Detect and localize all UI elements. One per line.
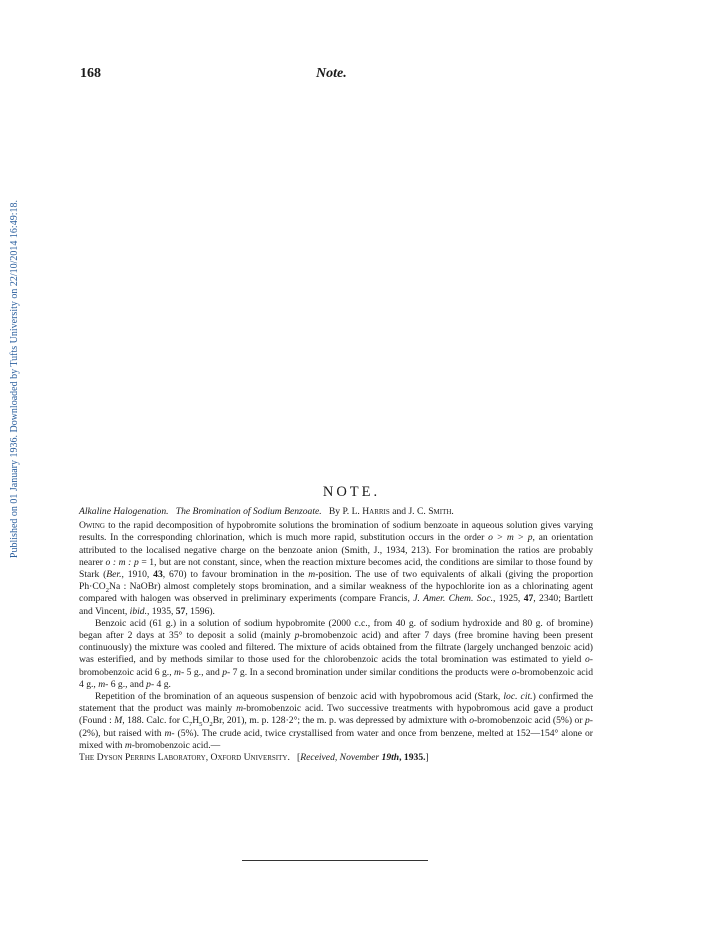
byline-by: By (328, 506, 341, 517)
p2-p1: p (222, 666, 228, 678)
p2-m1: m (174, 666, 181, 678)
byline-and: and (392, 506, 407, 517)
article-topic: Alkaline Halogenation. (79, 506, 169, 517)
p1-text-k: , 1596). (185, 605, 215, 617)
article-body (79, 506, 593, 764)
p2-p2: p (146, 678, 151, 690)
article-title: The Bromination of Sodium Benzoate. (175, 506, 322, 517)
received-label: Received, (300, 752, 338, 764)
author1-surname: Harris (362, 506, 390, 517)
p1-lead: Owing (79, 520, 105, 532)
p3-text-e: H (192, 715, 200, 727)
running-title: Note. (316, 66, 347, 81)
p1-text-d: , 1910, (121, 569, 154, 581)
p3-text-g: Br, 201), m. p. 128·2°; the m. p. was depressed by admixture with (212, 715, 470, 727)
p3-text-b: ) confirmed the statement that the product was mainly (79, 691, 594, 715)
affiliation: The Dyson Perrins Laboratory, Oxford University. (79, 752, 290, 764)
p1-order1: o > m > p (488, 532, 533, 544)
p3-s2: 2 (209, 721, 213, 729)
p3-m3: m (124, 739, 132, 751)
p3-M: M (114, 715, 123, 727)
p3-text-a: Repetition of the bromination of an aqueous suspension of benzoic acid with hypobromous acid (Stark, (95, 691, 504, 703)
author2-surname: Smith. (428, 506, 454, 517)
p1-text-f: -position. The use of two equivalents of alkali (giving the proportion Ph·CO (79, 569, 593, 593)
p1-m: m (308, 569, 316, 581)
p1-ibid: ibid. (129, 605, 147, 617)
affiliation-line: The Dyson Perrins Laboratory, Oxford University. [Received, November 19th, 1935.] (79, 752, 429, 764)
p3-m2: m (164, 727, 172, 739)
p2-o2: o (511, 666, 517, 678)
author2-initials: J. C. (408, 506, 426, 517)
p1-text-e: , 670) to favour bromination in the (162, 569, 309, 581)
p1-ber: Ber. (106, 569, 122, 581)
p3-text-c: -bromobenzoic acid. Two successive treatments with hypobromous acid gave a product (Found : (79, 703, 593, 727)
p1-order2: o : m : p (105, 556, 139, 568)
download-stamp-text: Published on 01 January 1936. Downloaded by Tufts University on 22/10/2014 16:49:18. (9, 200, 20, 559)
p1-jacs: J. Amer. Chem. Soc. (413, 593, 493, 605)
paragraph-3 (79, 691, 593, 752)
p3-text-j: - (5%). The crude acid, twice crystallised from water and once from benzene, melted at 152—154° alone or mixed with (79, 727, 593, 751)
p1-text-b: , an orientation attributed to the localised negative charge on the benzoate anion (Smith, J., 1934, 213). For bromination the ratios are probably nearer (79, 532, 593, 568)
p2-text-e: - 7 g. In a second bromination under similar conditions the products were (227, 666, 512, 678)
p1-text-h: , 1925, (492, 593, 524, 605)
received-year: , 1935. (399, 752, 426, 764)
page-number: 168 (80, 66, 101, 81)
p1-text-i: , 2340; Bartlett and Vincent, (79, 593, 594, 617)
p3-o: o (469, 715, 474, 727)
download-stamp (6, 200, 24, 720)
author1-initials: P. L. (342, 506, 360, 517)
p3-text-h: -bromobenzoic acid (5%) or (473, 715, 585, 727)
p3-s5: 5 (199, 721, 203, 729)
paragraph-1 (79, 520, 593, 618)
p1-sub2: 2 (105, 587, 110, 595)
p3-text-i: - (2%), but raised with (79, 715, 593, 739)
p2-text-g: - 6 g., and (105, 678, 147, 690)
p2-o: o (585, 654, 590, 666)
received-month: November (339, 752, 380, 764)
p3-p: p (585, 715, 590, 727)
p2-p: p (294, 630, 300, 642)
p1-vol-ibid: 57 (175, 605, 186, 617)
p3-m: m (236, 703, 243, 715)
p1-text-j: , 1935, (147, 605, 176, 617)
p1-text-a: to the rapid decomposition of hypobromite solutions the bromination of sodium benzoate in aqueous solution gives varying results. In the corresponding chlorination, which is much more rapid, substitution occurs in the order (79, 520, 593, 544)
p3-s7: 7 (188, 721, 193, 729)
end-rule (242, 860, 428, 861)
p1-text-g: Na : NaOBr) almost completely stops bromination, and a similar weakness of the hypochlorite ion as a chlorinating agent compared with halogen was observed in preliminary experiments (compare Francis, (79, 581, 593, 605)
p3-text-d: , 188. Calc. for C (122, 715, 189, 727)
p3-text-k: -bromobenzoic acid.— (131, 739, 221, 751)
article-title-line (79, 506, 593, 518)
p2-text-d: - 5 g., and (180, 666, 223, 678)
section-heading: NOTE. (322, 484, 381, 500)
received-day: 19th (381, 752, 400, 764)
p2-text-c: -bromobenzoic acid 6 g., (79, 654, 593, 678)
p2-text-h: - 4 g. (150, 678, 171, 690)
p1-vol-ber: 43 (153, 569, 163, 581)
p1-text-c: = 1, but are not constant, since, when the reaction mixture becomes acid, the conditions are similar to those found by Stark ( (79, 556, 593, 581)
p2-m2: m (98, 678, 106, 690)
p3-loccit: loc. cit. (503, 691, 533, 703)
p3-text-f: O (202, 715, 210, 727)
paragraph-2 (79, 618, 593, 691)
p1-vol-jacs: 47 (523, 593, 534, 605)
p2-text-b: -bromobenzoic acid) and after 7 days (free bromine having been present continuously) the mixture was cooled and filtered. The mixture of acids obtained from the filtrate (largely unchanged benzoic acid) was esterified, and by methods similar to those used for the chlorobenzoic acids the total bromination was estimated to yield (79, 630, 593, 666)
p2-text-f: -bromobenzoic acid 4 g., (79, 666, 594, 690)
p2-text-a: Benzoic acid (61 g.) in a solution of sodium hypobromite (2000 c.c., from 40 g. of sodium hydroxide and 80 g. of bromine) began after 2 days at 35° to deposit a solid (mainly (79, 617, 593, 642)
